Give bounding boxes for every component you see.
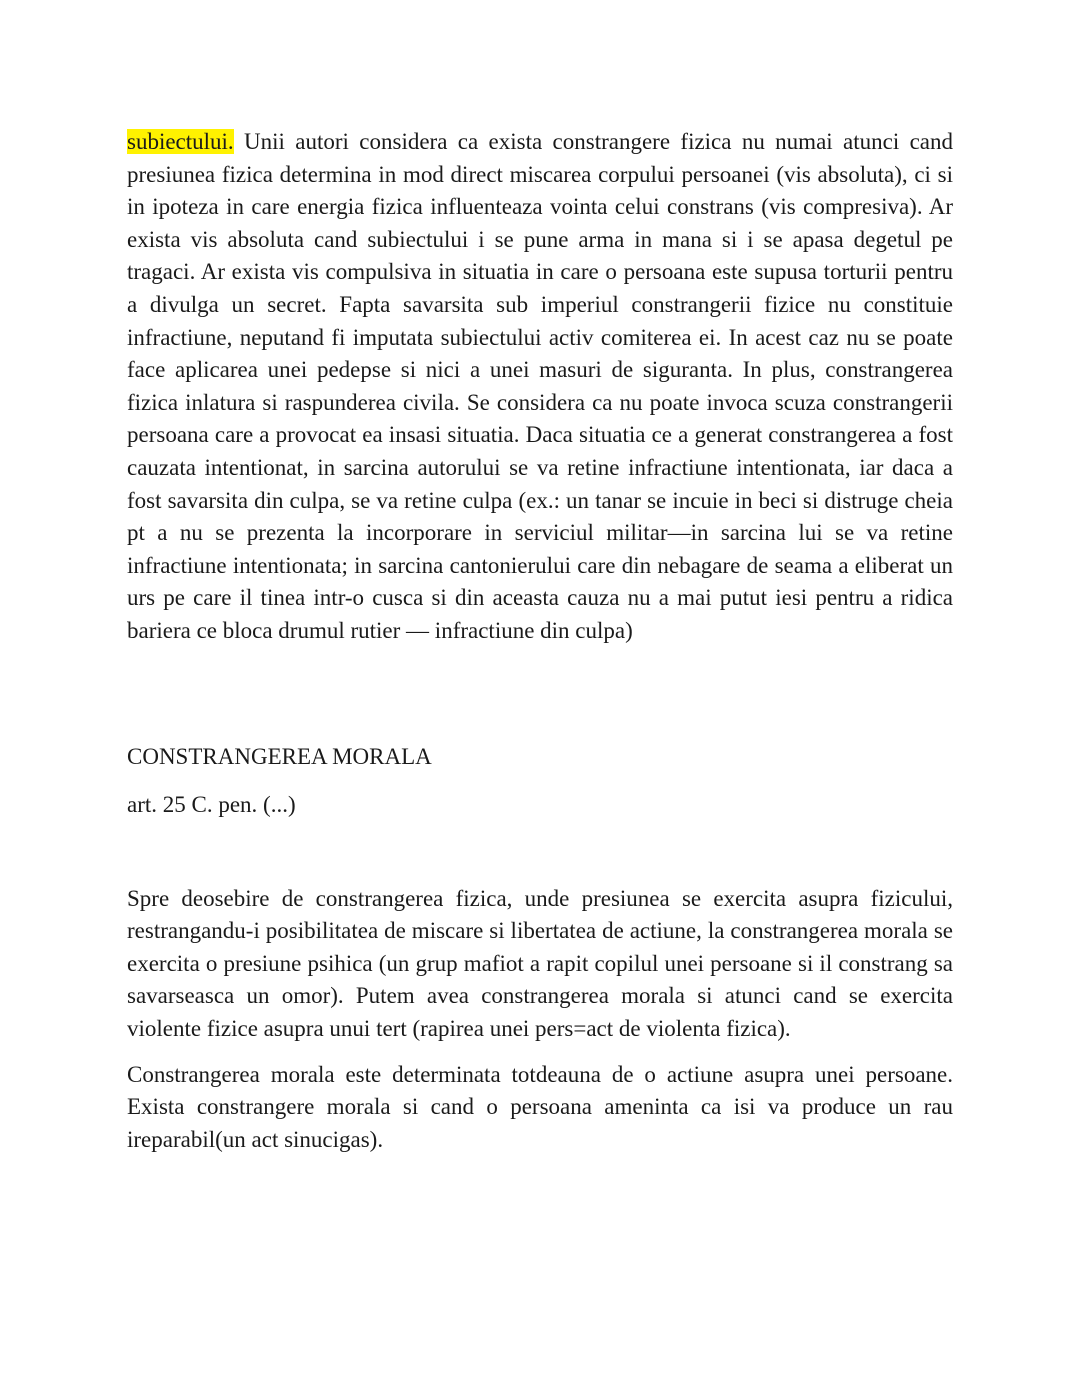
paragraph-constrangere-morala-1: Spre deosebire de constrangerea fizica, unde presiunea se exercita asupra fizicului, restrangandu-i posibilitatea de miscare si libertatea de actiune, la constrangerea morala se exercita o presiune psihica (un grup mafiot a rapit copilul unei persoane si il constrang sa savarseasca un omor). Putem avea constrangerea morala si atunci cand se exercita violente fizice asupra unui tert (rapirea unei pers=act de violenta fizica). [127,886,953,1041]
document-body [127,126,953,648]
section-body [127,883,953,1156]
highlighted-text: subiectului. [127,129,234,154]
paragraph-constrangere-morala-2: Constrangerea morala este determinata totdeauna de o actiune asupra unei persoane. Exista constrangere morala si cand o persoana ameninta ca isi va produce un rau ireparabil(un act sinucigas). [127,1062,953,1152]
article-reference: art. 25 C. pen. (...) [127,792,296,817]
paragraph-constrangere-fizica [127,126,953,648]
paragraph-text: Unii autori considera ca exista constrangere fizica nu numai atunci cand presiunea fizica determina in mod direct miscarea corpului persoanei (vis absoluta), ci si in ipoteza in care energia fizica influenteaza vointa celui constrans (vis compresiva). Ar exista vis absoluta cand subiectului i se pune arma in mana si i se apasa degetul pe tragaci. Ar exista vis compulsiva in situatia in care o persoana este supusa torturii pentru a divulga un secret. Fapta savarsita sub imperiul constrangerii fizice nu constituie infractiune, neputand fi imputata subiectului activ comiterea ei. In acest caz nu se poate face aplicarea unei pedepse si nici a unei masuri de siguranta. In plus, constrangerea fizica inlatura si raspunderea civila. Se considera ca nu poate invoca scuza constrangerii persoana care a provocat ea insasi situatia. Daca situatia ce a generat constrangerea a fost cauzata intentionat, in sarcina autorului se va retine infractiune intentionata, iar daca a fost savarsita din culpa, se va retine culpa (ex.: un tanar se incuie in beci si distruge cheia pt a nu se prezenta la incorporare in serviciul militar—in sarcina lui se va retine infractiune intentionata; in sarcina cantonierului care din nebagare de seama a eliberat un urs pe care il tinea intr-o cusca si din aceasta cauza nu a mai putut iesi pentru a ridica bariera ce bloca drumul rutier — infractiune din culpa) [127,129,953,643]
section-heading: CONSTRANGEREA MORALA [127,744,432,769]
